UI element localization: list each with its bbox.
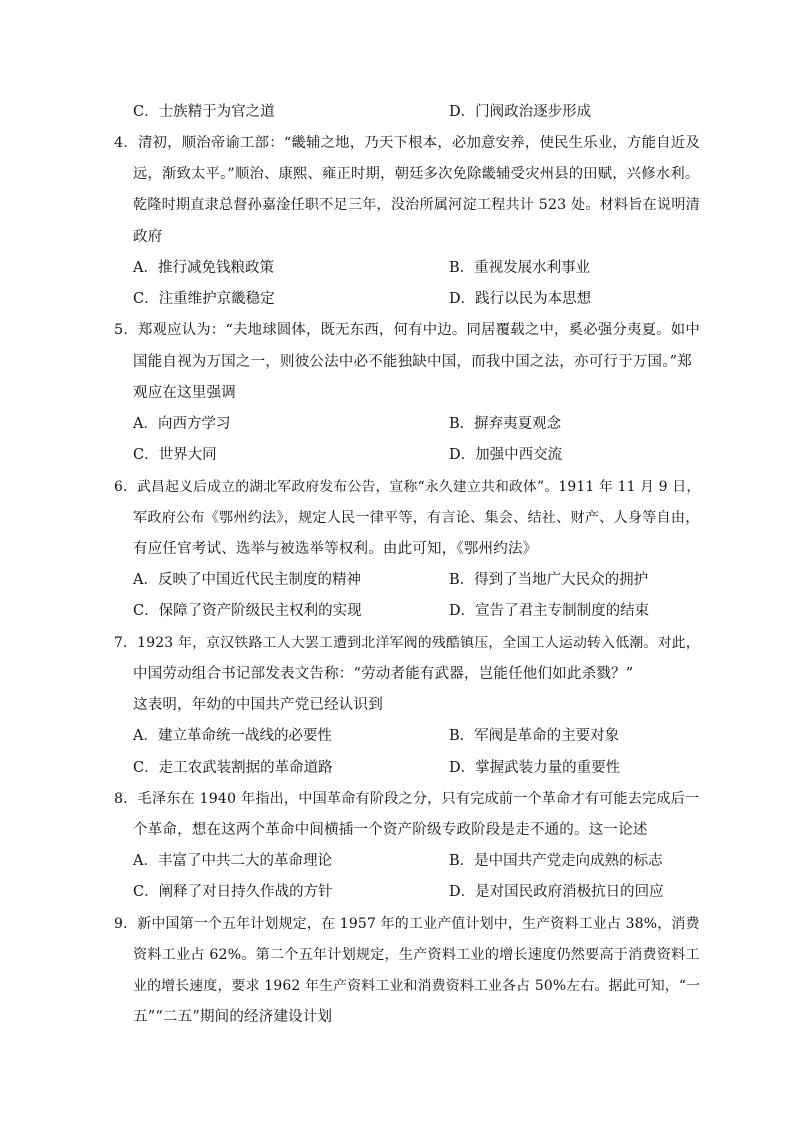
q8-option-b: B．是中国共产党走向成熟的标志 (449, 853, 663, 869)
q7-stem-line-2: 中国劳动组合书记部发表文告称：“劳动者能有武器，岂能任他们如此杀戮？” (133, 666, 634, 682)
q4-stem-line-4: 政府 (133, 229, 163, 245)
q4-stem-line-2: 远，渐致太平。”顺治、康熙、雍正时期，朝廷多次免除畿辅受灾州县的田赋，兴修水利。 (133, 166, 700, 182)
q4-stem-line-1: 4．清初，顺治帝谕工部：“畿辅之地，乃天下根本，必加意安养，使民生乐业，方能自近及 (114, 135, 700, 151)
q5-stem-line-3: 观应在这里强调 (133, 385, 236, 401)
q7-option-b: B．军阀是革命的主要对象 (449, 728, 620, 744)
q5-stem-line-1: 5．郑观应认为：“夫地球圆体，既无东西，何有中边。同居覆载之中，奚必强分夷夏。如中 (114, 322, 700, 338)
q9-stem-line-2: 资料工业占 62%。第二个五年计划规定，生产资料工业的增长速度仍然要高于消费资料工 (133, 947, 700, 963)
q8-stem-line-1: 8．毛泽东在 1940 年指出，中国革命有阶段之分，只有完成前一个革命才有可能去完成后一 (114, 791, 700, 807)
q4-option-d: D．践行以民为本思想 (449, 291, 592, 307)
q4-stem-line-3: 乾隆时期直隶总督孙嘉淦任职不足三年，没治所属河淀工程共计 523 处。材料旨在说明清 (133, 197, 700, 213)
q8-stem-line-2: 个革命，想在这两个革命中间横插一个资产阶级专政阶段是走不通的。这一论述 (133, 822, 648, 838)
q7-option-a: A．建立革命统一战线的必要性 (133, 728, 332, 744)
q9-stem-line-4: 五”“二五”期间的经济建设计划 (133, 1009, 333, 1025)
q4-option-c: C．注重维护京畿稳定 (133, 291, 275, 307)
q3-option-c: C．士族精于为官之道 (133, 104, 275, 120)
q4-option-b: B．重视发展水利事业 (449, 260, 591, 276)
q7-option-d: D．掌握武装力量的重要性 (449, 760, 621, 776)
q3-option-d: D．门阀政治逐步形成 (449, 104, 592, 120)
q7-stem-line-1: 7．1923 年，京汉铁路工人大罢工遭到北洋军阀的残酷镇压，全国工人运动转入低潮。对此， (114, 635, 700, 651)
q6-option-d: D．宣告了君主专制制度的结束 (449, 603, 650, 619)
q5-option-c: C．世界大同 (133, 447, 217, 463)
q6-option-c: C．保障了资产阶级民主权利的实现 (133, 603, 362, 619)
q6-stem-line-2: 军政府公布《鄂州约法》，规定人民一律平等，有言论、集会、结社、财产、人身等自由， (133, 510, 700, 526)
q4-option-a: A．推行减免钱粮政策 (133, 260, 274, 276)
q6-option-b: B．得到了当地广大民众的拥护 (449, 572, 649, 588)
q9-stem-line-3: 业的增长速度，要求 1962 年生产资料工业和消费资料工业各占 50%左右。据此可知，“一 (133, 978, 701, 994)
q7-option-c: C．走工农武装割据的革命道路 (133, 760, 333, 776)
q6-option-a: A．反映了中国近代民主制度的精神 (133, 572, 361, 588)
q5-option-d: D．加强中西交流 (449, 447, 563, 463)
q9-stem-line-1: 9．新中国第一个五年计划规定，在 1957 年的工业产值计划中，生产资料工业占 38%，消费 (114, 916, 700, 932)
q8-option-a: A．丰富了中共二大的革命理论 (133, 853, 332, 869)
q5-stem-line-2: 国能自视为万国之一，则彼公法中必不能独缺中国，而我中国之法，亦可行于万国。”郑 (133, 354, 692, 370)
q7-stem-line-3: 这表明，年幼的中国共产党已经认识到 (133, 697, 383, 713)
q6-stem-line-3: 有应任官考试、选举与被选举等权利。由此可知，《鄂州约法》 (133, 541, 538, 557)
q6-stem-line-1: 6．武昌起义后成立的湖北军政府发布公告，宣称“永久建立共和政体”。1911 年 11 月 9 日， (114, 479, 701, 495)
q8-option-d: D．是对国民政府消极抗日的回应 (449, 884, 664, 900)
q8-option-c: C．阐释了对日持久作战的方针 (133, 884, 333, 900)
q5-option-a: A．向西方学习 (133, 416, 231, 432)
q5-option-b: B．摒弃夷夏观念 (449, 416, 562, 432)
